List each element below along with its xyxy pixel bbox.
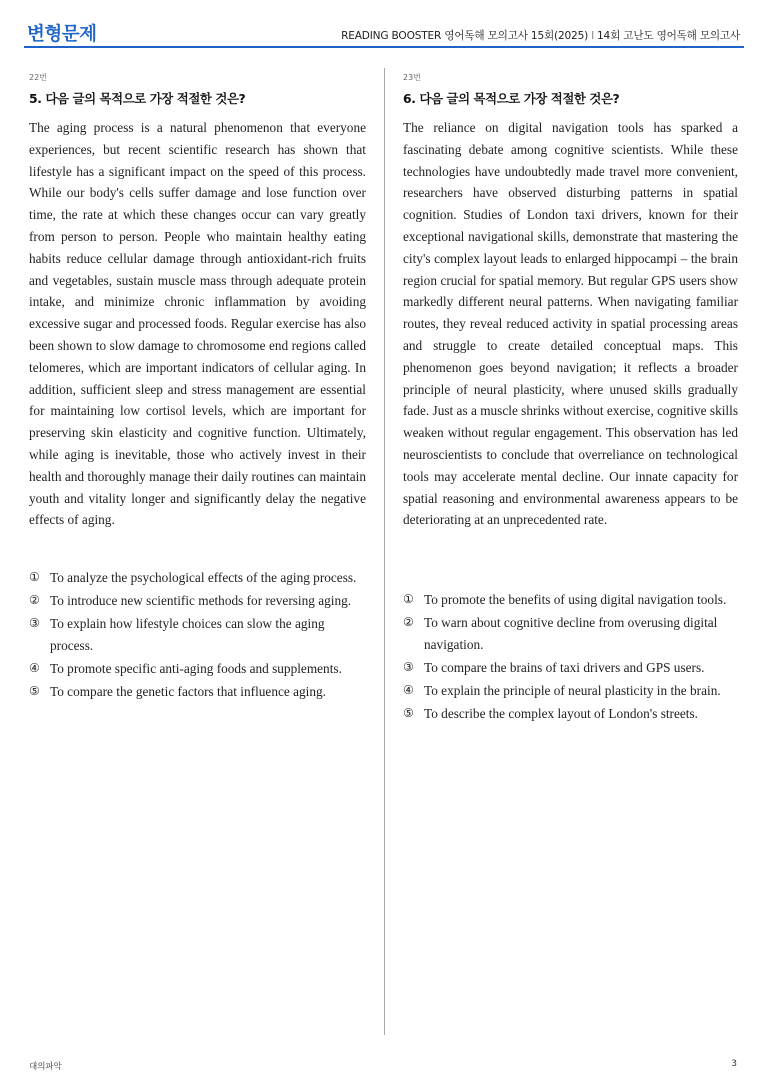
choice-text: To promote the benefits of using digital navigation tools. <box>424 592 727 607</box>
question-number: 22번 <box>29 73 47 82</box>
page-header <box>0 0 768 50</box>
choice-text: To compare the genetic factors that influence aging. <box>50 683 326 699</box>
question-title: 5. 다음 글의 목적으로 가장 적절한 것은? <box>29 91 246 106</box>
answer-choice[interactable] <box>29 658 366 680</box>
choice-text: To explain the principle of neural plasticity in the brain. <box>424 682 721 698</box>
brand-title: 변형문제 <box>27 24 97 45</box>
choice-text: To introduce new scientific methods for reversing aging. <box>50 593 352 609</box>
title-separator: I <box>591 30 595 42</box>
answer-choice[interactable] <box>29 590 366 612</box>
answer-choice[interactable] <box>29 567 366 589</box>
answer-choice[interactable] <box>403 612 738 655</box>
choice-mark: ② <box>403 615 414 630</box>
choice-mark: ① <box>29 570 40 584</box>
choice-mark: ⑤ <box>29 683 40 698</box>
choice-mark: ① <box>403 592 414 606</box>
answer-choice[interactable] <box>29 681 366 703</box>
exam-title-main: READING BOOSTER 영어독해 모의고사 15회(2025) <box>341 30 589 42</box>
choice-text: To promote specific anti-aging foods and supplements. <box>50 660 342 676</box>
column-divider <box>384 68 385 1035</box>
choice-text: To describe the complex layout of London's streets. <box>424 705 698 721</box>
choice-mark: ④ <box>29 660 40 675</box>
answer-choices <box>403 589 738 726</box>
choice-mark: ③ <box>29 616 40 631</box>
answer-choice[interactable] <box>403 680 738 702</box>
page-number: 3 <box>731 1059 737 1069</box>
choice-mark: ④ <box>403 682 414 697</box>
choice-text: To warn about cognitive decline from overusing digital navigation. <box>424 615 718 652</box>
question-title: 6. 다음 글의 목적으로 가장 적절한 것은? <box>403 91 620 106</box>
answer-choice[interactable] <box>403 703 738 725</box>
exam-subtitle: 14회 고난도 영어독해 모의고사 <box>597 30 740 42</box>
choice-text: To compare the brains of taxi drivers and GPS users. <box>424 659 705 675</box>
answer-choice[interactable] <box>403 657 738 679</box>
answer-choice[interactable] <box>403 589 738 611</box>
choice-mark: ③ <box>403 659 414 674</box>
answer-choice[interactable] <box>29 613 366 656</box>
choice-mark: ② <box>29 593 40 608</box>
choice-text: To explain how lifestyle choices can slow the aging process. <box>50 616 325 653</box>
passage: The aging process is a natural phenomenon that everyone experiences, but recent scientific research has shown that lifestyle has a significant impact on the speed of this process. While our body's cells suffer damage and lose function over time, the rate at which these changes occur can vary greatly from person to person. People who maintain healthy eating habits reduce cellular damage through antioxidant-rich fruits and vegetables, sustain muscle mass through adequate protein intake, and minimize chronic inflammation by avoiding excessive sugar and processed foods. Regular exercise has also been shown to slow damage to chromosome end regions called telomeres, which are important indicators of cellular aging. In addition, sufficient sleep and stress management are essential for maintaining low cortisol levels, which are important for preserving skin elasticity and cognitive function. Ultimately, while aging is inevitable, those who actively invest in their health and thoroughly manage their daily routines can maintain youth and vitality longer and significantly delay the negative effects of aging. <box>29 120 366 528</box>
passage: The reliance on digital navigation tools has sparked a fascinating debate among cognitive scientists. While these technologies have undoubtedly made travel more convenient, researchers have observed disturbing patterns in spatial cognition. Studies of London taxi drivers, known for their exceptional navigational skills, demonstrate that mastering the city's complex layout leads to enlarged hippocampi – the brain region crucial for spatial memory. But regular GPS users show markedly different neural patterns. When navigating familiar routes, they reveal reduced activity in spatial processing areas and struggle to create detailed conceptual maps. This phenomenon goes beyond navigation; it reflects a broader principle of neural plasticity, where unused skills gradually fade. Just as a muscle shrinks without exercise, cognitive skills weaken without regular engagement. This observation has led neuroscientists to conclude that overreliance on technological tools may accelerate mental decline. Our innate capacity for spatial reasoning and environmental awareness appears to be deteriorating at an unprecedented rate. <box>403 120 738 528</box>
footer-publisher: 대의파악 <box>29 1062 62 1072</box>
question-number: 23번 <box>403 73 421 82</box>
exam-title <box>341 28 740 43</box>
header-rule <box>24 46 744 48</box>
answer-choices <box>29 567 366 704</box>
choice-text: To analyze the psychological effects of the aging process. <box>50 570 357 585</box>
choice-mark: ⑤ <box>403 705 414 720</box>
